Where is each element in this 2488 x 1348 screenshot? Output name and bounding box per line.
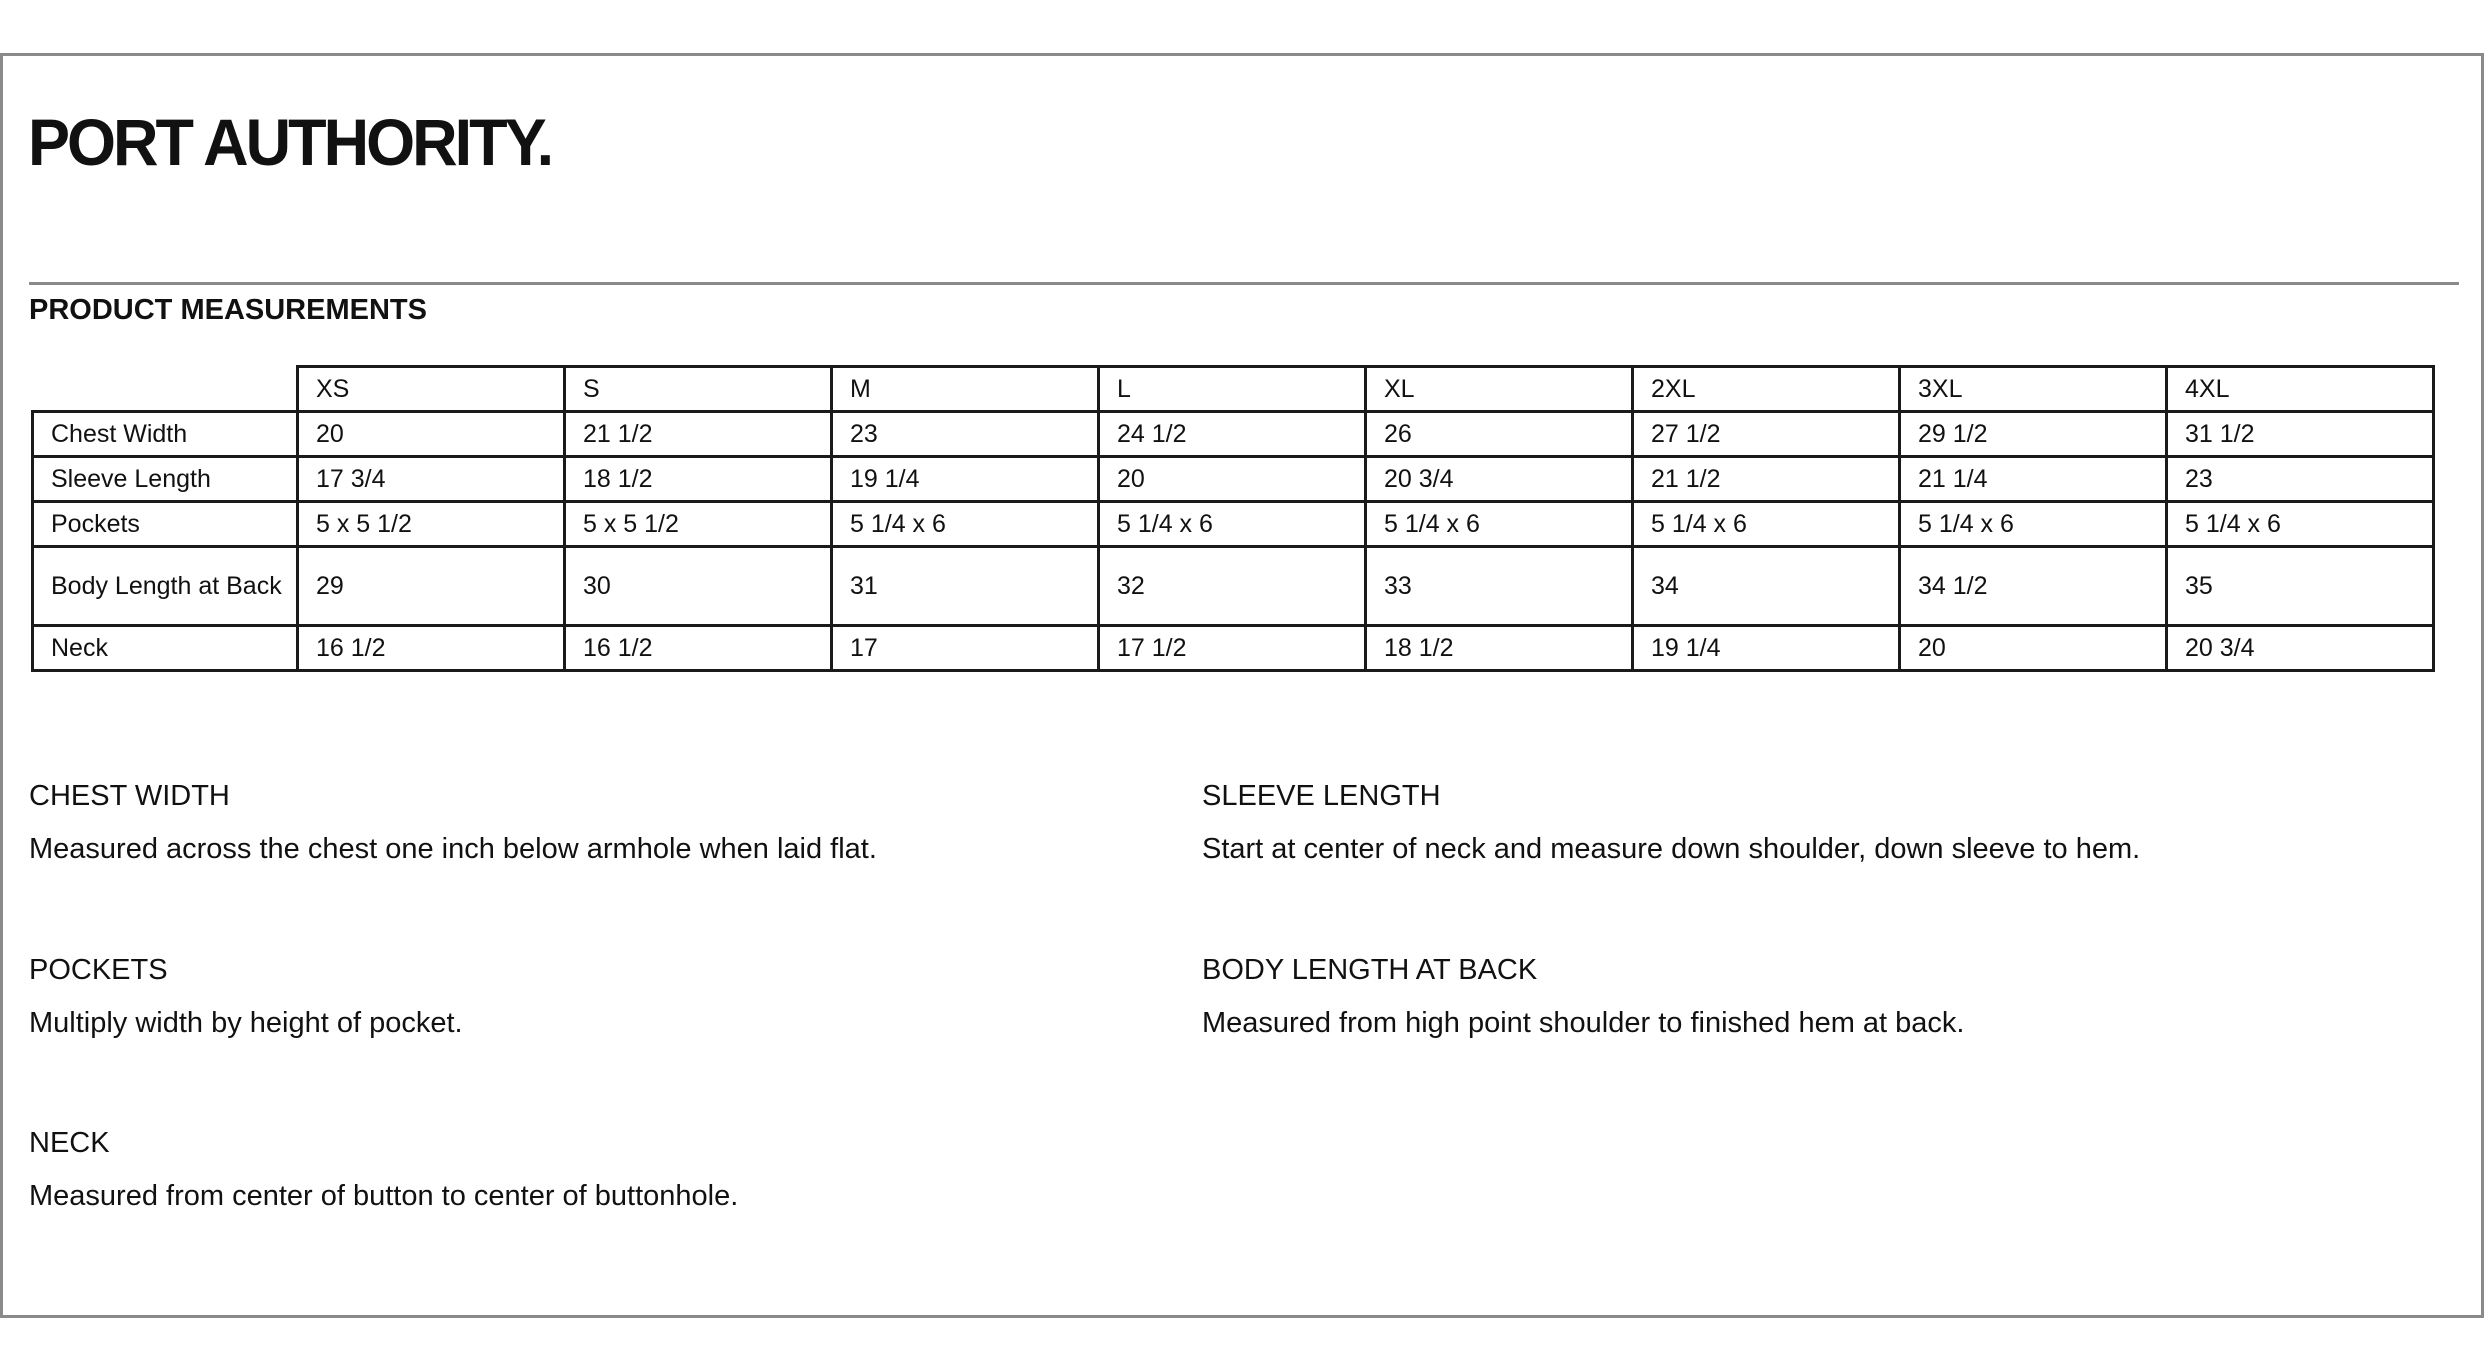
table-cell: 34 [1633,547,1900,626]
table-cell: 29 1/2 [1900,412,2167,457]
size-header: 4XL [2167,367,2434,412]
row-label: Sleeve Length [33,457,298,502]
row-label: Pockets [33,502,298,547]
definition-title: POCKETS [29,954,168,986]
table-cell: 20 3/4 [2167,626,2434,671]
size-header: 2XL [1633,367,1900,412]
table-cell: 32 [1099,547,1366,626]
row-label: Neck [33,626,298,671]
table-cell: 20 3/4 [1366,457,1633,502]
table-cell: 27 1/2 [1633,412,1900,457]
definition-text: Measured from high point shoulder to finished hem at back. [1202,1007,1965,1039]
definition-neck [29,1123,1179,1216]
table-cell: 21 1/2 [1633,457,1900,502]
size-header: L [1099,367,1366,412]
size-header: M [832,367,1099,412]
definition-body-length-at-back [1202,950,2352,1043]
table-cell: 35 [2167,547,2434,626]
definition-text: Start at center of neck and measure down shoulder, down sleeve to hem. [1202,833,2141,865]
table-cell: 5 1/4 x 6 [1366,502,1633,547]
table-cell: 5 x 5 1/2 [298,502,565,547]
table-cell: 5 1/4 x 6 [832,502,1099,547]
table-cell: 31 1/2 [2167,412,2434,457]
table-cell: 23 [2167,457,2434,502]
table-cell: 20 [298,412,565,457]
table-cell: 16 1/2 [565,626,832,671]
size-header: XL [1366,367,1633,412]
table-cell: 31 [832,547,1099,626]
table-row [33,626,2434,671]
definition-text: Measured from center of button to center of buttonhole. [29,1180,739,1212]
definition-pockets [29,950,1179,1043]
table-cell: 26 [1366,412,1633,457]
table-row [33,457,2434,502]
definition-chest-width [29,776,1179,869]
table-header-row [33,367,2434,412]
row-label: Body Length at Back [33,547,298,626]
definition-text: Multiply width by height of pocket. [29,1007,463,1039]
definition-sleeve-length [1202,776,2352,869]
table-cell: 19 1/4 [832,457,1099,502]
table-row [33,547,2434,626]
size-header: S [565,367,832,412]
table-corner-cell [33,367,298,412]
table-row [33,502,2434,547]
table-cell: 5 1/4 x 6 [2167,502,2434,547]
table-cell: 21 1/4 [1900,457,2167,502]
table-cell: 20 [1900,626,2167,671]
definition-title: SLEEVE LENGTH [1202,780,1441,812]
table-cell: 19 1/4 [1633,626,1900,671]
header-divider [29,282,2459,285]
table-cell: 5 1/4 x 6 [1099,502,1366,547]
table-row [33,412,2434,457]
table-cell: 23 [832,412,1099,457]
size-header: 3XL [1900,367,2167,412]
section-title: PRODUCT MEASUREMENTS [29,294,427,326]
measurements-table [31,365,2435,672]
table-cell: 18 1/2 [565,457,832,502]
table-cell: 5 1/4 x 6 [1633,502,1900,547]
definition-title: NECK [29,1127,110,1159]
row-label: Chest Width [33,412,298,457]
table-cell: 24 1/2 [1099,412,1366,457]
definition-text: Measured across the chest one inch below armhole when laid flat. [29,833,877,865]
table-cell: 17 1/2 [1099,626,1366,671]
definition-title: CHEST WIDTH [29,780,230,812]
table-cell: 20 [1099,457,1366,502]
table-cell: 29 [298,547,565,626]
table-cell: 18 1/2 [1366,626,1633,671]
table-cell: 34 1/2 [1900,547,2167,626]
table-cell: 21 1/2 [565,412,832,457]
table-cell: 17 [832,626,1099,671]
table-cell: 33 [1366,547,1633,626]
table-cell: 30 [565,547,832,626]
size-header: XS [298,367,565,412]
table-cell: 5 x 5 1/2 [565,502,832,547]
definition-title: BODY LENGTH AT BACK [1202,954,1538,986]
table-cell: 5 1/4 x 6 [1900,502,2167,547]
brand-logo: PORT AUTHORITY. [28,106,552,180]
table-cell: 17 3/4 [298,457,565,502]
table-cell: 16 1/2 [298,626,565,671]
